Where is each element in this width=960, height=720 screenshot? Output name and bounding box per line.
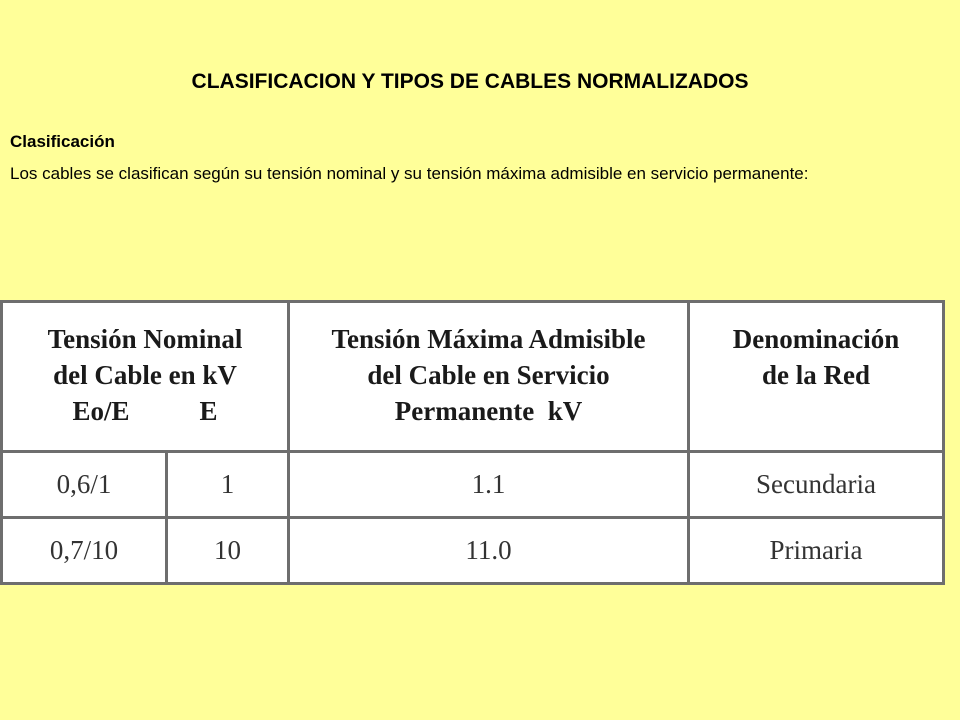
cell-red: Secundaria xyxy=(689,452,944,518)
cell-eo-e: 0,6/1 xyxy=(2,452,167,518)
cell-e: 1 xyxy=(167,452,289,518)
table-row xyxy=(2,452,944,518)
header-nominal xyxy=(2,302,289,452)
header-e: E xyxy=(199,396,218,426)
header-denominacion-line1: Denominación xyxy=(732,324,900,354)
header-max-line1: Tensión Máxima Admisible xyxy=(331,324,646,354)
section-heading: Clasificación xyxy=(10,132,115,151)
header-nominal-subline xyxy=(3,393,287,429)
cell-eo-e: 0,7/10 xyxy=(2,518,167,584)
header-eo-e: Eo/E xyxy=(72,396,130,426)
table-row xyxy=(2,518,944,584)
header-nominal-line2: del Cable en kV xyxy=(53,360,237,390)
document-title: CLASIFICACION Y TIPOS DE CABLES NORMALIZADOS xyxy=(191,70,749,93)
cell-max: 1.1 xyxy=(289,452,689,518)
cell-max: 11.0 xyxy=(289,518,689,584)
header-nominal-line1: Tensión Nominal xyxy=(47,324,243,354)
table-header-row xyxy=(2,302,944,452)
cell-red: Primaria xyxy=(689,518,944,584)
header-max xyxy=(289,302,689,452)
table-container xyxy=(0,300,942,585)
header-max-line3: Permanente kV xyxy=(394,396,583,426)
header-denominacion-line2: de la Red xyxy=(762,360,871,390)
intro-paragraph: Los cables se clasifican según su tensión nominal y su tensión máxima admisible en servicio permanente: xyxy=(10,164,809,183)
cable-classification-table xyxy=(0,300,945,585)
header-max-line2: del Cable en Servicio xyxy=(367,360,610,390)
cell-e: 10 xyxy=(167,518,289,584)
header-denominacion xyxy=(689,302,944,452)
